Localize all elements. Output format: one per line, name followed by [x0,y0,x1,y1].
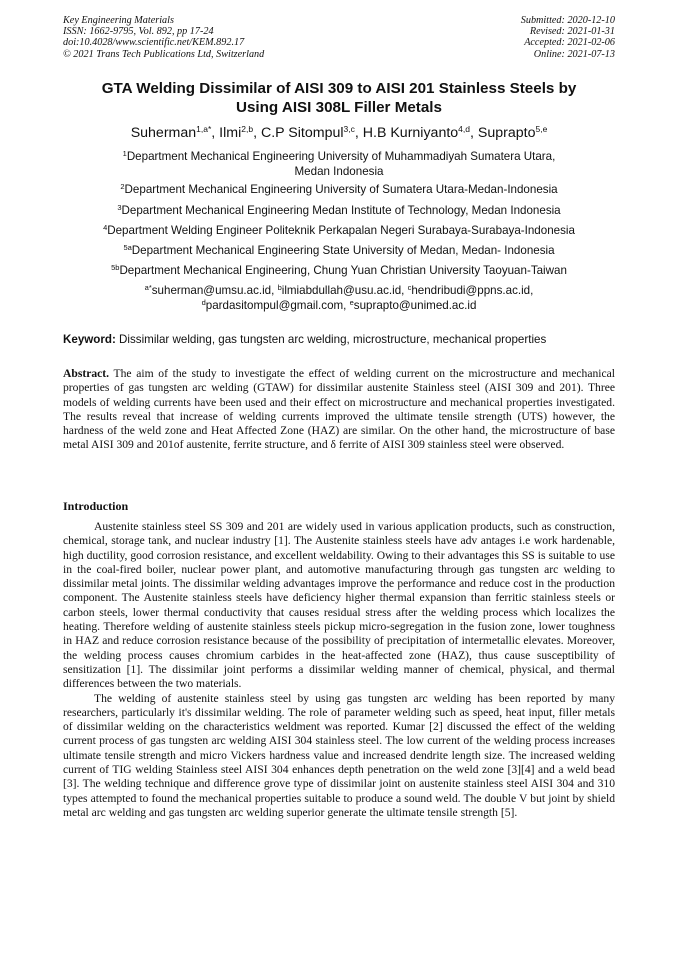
keyword-text: Dissimilar welding, gas tungsten arc welding, microstructure, mechanical properties [115,333,547,346]
author-sup: 4,d [458,124,470,134]
abstract-label: Abstract. [63,367,110,380]
affiliation-sup: 3 [117,203,122,212]
journal-info [63,15,264,60]
affiliation-3 [63,204,615,219]
intro-paragraph-2: The welding of austenite stainless steel by using gas tungsten arc welding has been reported by many researchers, particularly it's dissimilar welding. The role of parameter welding such as speed, heat input, filler metals of dissimilar welding on the characteristics weldment was reported. Kumar [2] discussed the effect of the welding current process of gas tungsten arc welding AISI 304 stainless steel. The low current of the welding process increases ultimate tensile strength and micro Vickers hardness value and increased dendrite length size. The increased welding current of TIG welding Stainless steel AISI 304 enhances depth penetration on the weld zone [3][4] and a weld bead [3]. The welding technique and difference grove type of dissimilar joint on austenite stainless steel AISI 304 and 310 types attempted to found the mechanical properties suitable to produce a sound weld. The double V but joint by shield metal arc welding and gas tungsten arc welding superior generate the ultimate tensile strength [5]. [63,691,615,819]
author-name: C.P Sitompul [260,125,344,141]
email-c: hendribudi@ppns.ac.id, [411,284,534,297]
affiliation-5a [63,244,615,259]
title-line-1: GTA Welding Dissimilar of AISI 309 to AISI 201 Stainless Steels by [101,80,577,97]
affiliation-text: Department Welding Engineer Politeknik Perkapalan Negeri Surabaya-Surabaya-Indonesia [107,224,575,237]
author-sep: , [253,125,261,141]
email-sup: c [407,283,412,292]
introduction-heading: Introduction [63,499,129,513]
author-sep: , [354,125,363,141]
affiliation-text: Department Mechanical Engineering University of Muhammadiyah Sumatera Utara, [126,150,556,163]
author-name: Suherman [130,125,197,141]
affiliation-sup: 2 [120,182,125,191]
affiliation-sup: 5b [111,263,120,272]
email-d: pardasitompul@gmail.com, [205,298,350,312]
affiliation-1 [63,150,615,179]
abstract-text: The aim of the study to investigate the effect of welding current on the microstructure and mechanical properties of gas tungsten arc welding (GTAW) for dissimilar austenite Stainless steel (AISI 309 and 201). Three models of welding currents have been used and their effect on microstructure and mechanical properties investigated. The results reveal that increase of welding currents improved the ultimate tensile strength (UTS) however, the hardness of the weld zone and Heat Affected Zone (HAZ) are similar. On the other hand, the microstructure of base metal AISI 309 and 201of austenite, ferrite structure, and δ ferrite of AISI 309 stainless steel were observed. [63,367,615,452]
date-online: Online: 2021-07-13 [533,48,615,60]
author-sep: , [211,125,220,141]
email-a: suherman@umsu.ac.id, [151,284,278,297]
keyword-label: Keyword: [63,333,116,346]
affiliation-sup: 1 [122,149,127,158]
journal-doi: doi:10.4028/www.scientific.net/KEM.892.17 [63,37,245,49]
email-sup: b [277,283,282,292]
author-sup: 2,b [241,124,254,134]
author-list [63,124,615,142]
author-name: Suprapto [477,125,536,141]
affiliation-5b [63,264,615,279]
author-name: H.B Kurniyanto [362,125,459,141]
email-sup: d [201,297,206,307]
affiliation-text: Department Mechanical Engineering State University of Medan, Medan- Indonesia [131,244,555,257]
journal-copyright: © 2021 Trans Tech Publications Ltd, Switzerland [63,48,265,60]
paper-title [63,80,615,117]
affiliation-text: Department Mechanical Engineering University of Sumatera Utara-Medan-Indonesia [124,183,558,196]
email-sup: a* [144,283,152,292]
title-line-2: Using AISI 308L Filler Metals [236,98,442,116]
affiliation-sup: 5a [123,243,132,252]
author-sep: , [470,125,478,141]
email-e: suprapto@unimed.ac.id [353,298,477,312]
author-sup: 3,c [343,124,355,134]
journal-name: Key Engineering Materials [63,15,174,26]
affiliation-text-cont: Medan Indonesia [294,164,384,178]
date-submitted: Submitted: 2020-12-10 [520,15,615,26]
affiliation-4 [63,224,615,239]
affiliation-text: Department Mechanical Engineering, Chung Yuan Christian University Taoyuan-Taiwan [119,264,567,277]
introduction-body [63,520,615,820]
affiliation-sup: 4 [103,223,108,232]
date-revised: Revised: 2021-01-31 [529,26,615,38]
author-sup: 1,a* [196,124,212,134]
author-sup: 5,e [535,124,548,134]
keywords [63,332,615,347]
journal-issn: ISSN: 1662-9795, Vol. 892, pp 17-24 [63,26,214,38]
email-b: ilmiabdullah@usu.ac.id, [281,284,408,297]
submission-dates [521,15,615,60]
intro-paragraph-1: Austenite stainless steel SS 309 and 201 are widely used in various application products, such as construction, chemical, storage tank, and nuclear industry [1]. The Austenite stainless steels have adv antages i.e work hardenable, high ductility, good corrosion resistance, and excellent weldability. Owing to their advantages this SS is suitable to use in the coal-fired boiler, nuclear power plant, and automotive manufacturing through gas tungsten arc welding to dissimilar metal joints. The dissimilar welding advantages improve the performance and reduce cost in the production component. The Austenite stainless steels have deficiency higher thermal expansion than ferritic stainless steels or carbon steels, lower thermal conductivity that causes residual stress after the welding process which localizes the heating. Therefore welding of austenite stainless steels pickup micro-segregation in the fusion zone, lower toughness in HAZ and reduce corrosion resistance because of the possibility of precipitation of intermetallic elevates. Moreover, the welding process causes chromium carbides in the heat-affected zone (HAZ), thus cause susceptibility of sensitization [1]. The dissimilar joint performs a dissimilar welding manner of chemical, physical, and thermal differences between the two materials. [63,520,615,691]
author-emails [63,284,615,313]
date-accepted: Accepted: 2021-02-06 [524,37,615,49]
author-name: Ilmi [219,125,242,141]
email-sup: e [349,297,354,307]
affiliation-text: Department Mechanical Engineering Medan Institute of Technology, Medan Indonesia [121,204,561,217]
abstract [63,367,615,453]
affiliation-2 [63,183,615,198]
